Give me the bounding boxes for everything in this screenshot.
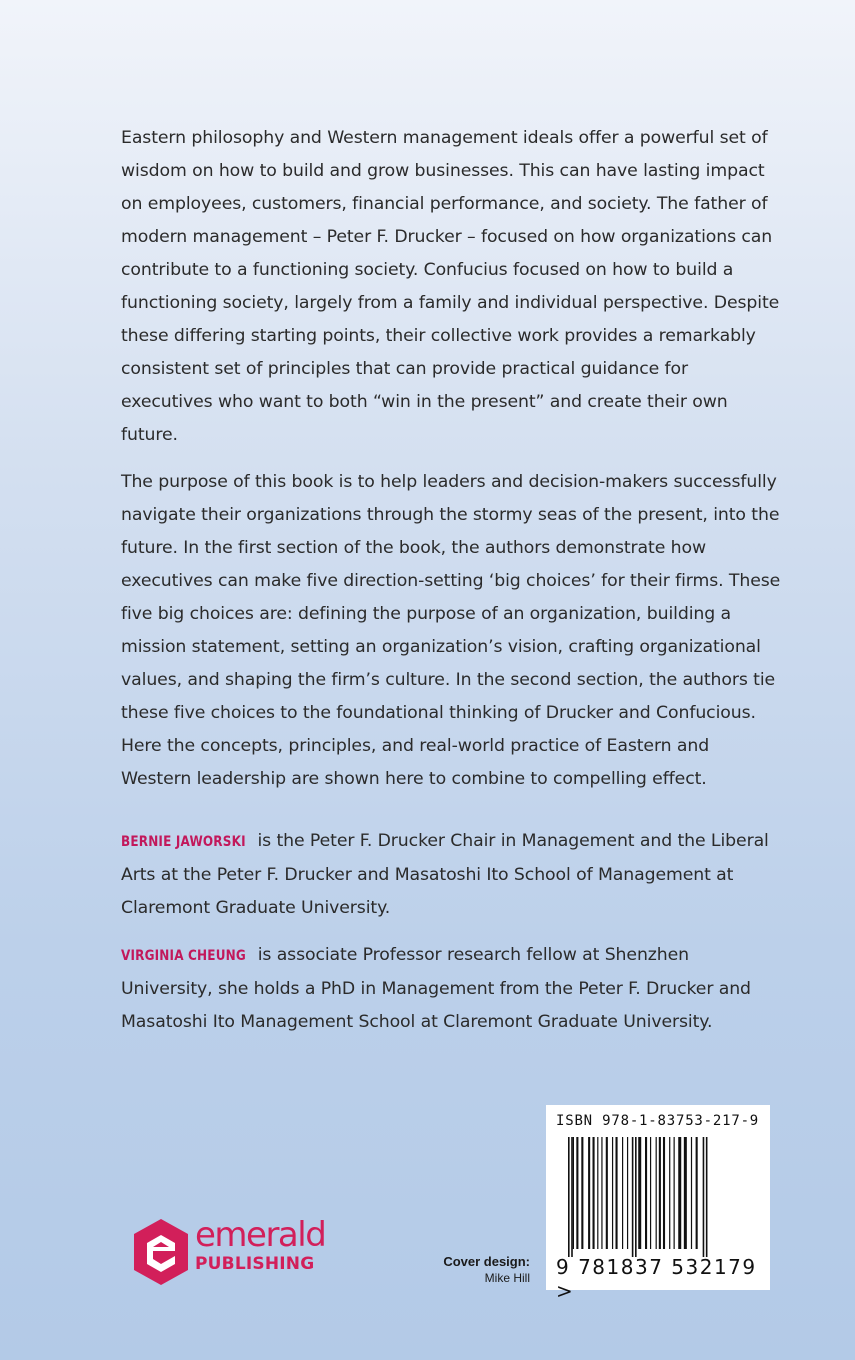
author-bios [121, 825, 781, 1053]
barcode-bar [597, 1137, 598, 1249]
author-name-1: BERNIE JAWORSKI [121, 834, 246, 850]
blurb-paragraph-2: The purpose of this book is to help leaders and decision-makers successfully navigate their organizations through the stormy seas of the present, into the future. In the first section of the book, the authors demonstrate how executives can make five direction-setting ‘big choices’ for their firms. These five big choices are: defining the purpose of an organization, building a mission statement, setting an organization’s vision, crafting organizational values, and shaping the firm’s culture. In the second section, the authors tie these five choices to the foundational thinking of Drucker and Confucious. Here the concepts, principles, and real-world practice of Eastern and Western leadership are shown here to combine to compelling effect. [121, 472, 781, 789]
barcode-digits: 9 781837 532179 > [556, 1255, 757, 1303]
barcode-bar [606, 1137, 608, 1249]
barcode-bar [669, 1137, 670, 1249]
barcode-bar [601, 1137, 602, 1249]
isbn-barcode [546, 1105, 770, 1303]
author-bio-1 [121, 825, 781, 925]
barcode-bar [581, 1137, 583, 1249]
emerald-hexagon-icon [131, 1217, 191, 1287]
barcode-bar [612, 1137, 613, 1249]
barcode-bar [576, 1137, 578, 1249]
barcode-guard-bar [568, 1137, 570, 1257]
author-name-2: VIRGINIA CHEUNG [121, 948, 246, 964]
barcode-bar [627, 1137, 628, 1249]
barcode-bar [696, 1137, 698, 1249]
barcode-bar [573, 1137, 574, 1249]
publisher-wordmark: emerald [195, 1215, 326, 1255]
barcode-bar [650, 1137, 651, 1249]
author-bio-text-1: is the Peter F. Drucker Chair in Management and the Liberal Arts at the Peter F. Drucker and Masatoshi Ito School of Management at Claremont Graduate University. [121, 831, 769, 918]
barcode-bar [622, 1137, 623, 1249]
barcode-guard-bar [632, 1137, 634, 1257]
barcode-guard-bar [703, 1137, 705, 1257]
author-bio-text-2: is associate Professor research fellow at Shenzhen University, she holds a PhD in Management from the Peter F. Drucker and Masatoshi Ito Management School at Claremont Graduate University. [121, 945, 751, 1032]
barcode-bar [674, 1137, 675, 1249]
barcode-bar [588, 1137, 590, 1249]
barcode-bar [656, 1137, 657, 1249]
barcode-guard-bar [571, 1137, 573, 1257]
publisher-logo [131, 1215, 331, 1290]
cover-design-credit [443, 1254, 530, 1285]
back-cover-blurb [121, 122, 781, 810]
author-bio-2 [121, 939, 781, 1039]
barcode-bar [638, 1137, 641, 1249]
barcode-guard-bar [706, 1137, 708, 1257]
barcode-bar [691, 1137, 692, 1249]
cover-designer-name: Mike Hill [484, 1271, 530, 1285]
isbn-label: ISBN 978-1-83753-217-9 [556, 1113, 760, 1129]
barcode-bar [616, 1137, 618, 1249]
barcode-bar [663, 1137, 665, 1249]
barcode-guard-bar [635, 1137, 637, 1257]
barcode-bar [684, 1137, 687, 1249]
barcode-bar [678, 1137, 681, 1249]
publisher-subtitle: PUBLISHING [195, 1254, 315, 1274]
barcode-bar [593, 1137, 595, 1249]
cover-design-label: Cover design: [443, 1254, 530, 1269]
barcode-bar [659, 1137, 661, 1249]
barcode-bar [645, 1137, 647, 1249]
blurb-paragraph-1: Eastern philosophy and Western management ideals offer a powerful set of wisdom on how to build and grow businesses. This can have lasting impact on employees, customers, financial performance, and society. The father of modern management – Peter F. Drucker – focused on how organizations can contribute to a functioning society. Confucius focused on how to build a functioning society, largely from a family and individual perspective. Despite these differing starting points, their collective work provides a remarkably consistent set of principles that can provide practical guidance for executives who want to both “win in the present” and create their own future. [121, 128, 780, 445]
